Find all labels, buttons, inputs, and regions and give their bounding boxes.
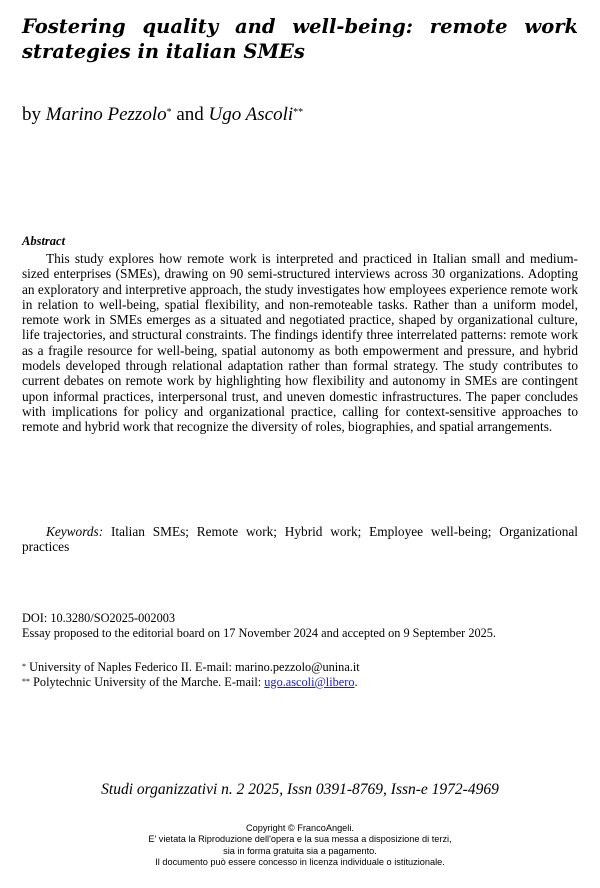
affiliation-1-text: University of Naples Federico II. E-mail: marino.pezzolo@unina.it [29,660,360,674]
doi: DOI: 10.3280/SO2025-002003 [22,611,176,625]
abstract-heading: Abstract [22,234,66,248]
email-link[interactable]: ugo.ascoli@libero [264,675,355,689]
affiliation-2-tail: . [354,675,358,689]
abstract-text: This study explores how remote work is interpreted and practiced in Italian small and medium-sized enterprises (SMEs), drawing on 90 semi-structured interviews across 30 organizations. Adopting an exploratory and interpretive approach, the study investigates how employees experience remote work in relation to well-being, spatial flexibility, and non-remoteable tasks. Rather than a uniform model, remote work in SMEs emerges as a situated and negotiated practice, shaped by organizational culture, life trajectories, and structural constraints. The findings identify three interrelated patterns: remote work as a fragile resource for well-being, spatial autonomy as both empowerment and pressure, and hybrid models developed through relational adaptation rather than formal strategy. The study contributes to current debates on remote work by highlighting how flexibility and autonomy in SMEs are contingent upon informal practices, interpersonal trust, and uneven domestic infrastructures. The paper concludes with implications for policy and organizational practice, calling for context-sensitive approaches to remote and hybrid work that recognize the diversity of roles, biographies, and spatial arrangements. [22,251,578,435]
author-2-mark: ** [293,107,304,118]
author-byline [22,103,303,127]
paper-title: Fostering quality and well-being: remote work strategies in italian SMEs [22,15,578,63]
affiliation-2-text: Polytechnic University of the Marche. E-mail: [33,675,262,689]
copyright-line: Il documento può essere concesso in licenza individuale o istituzionale. [155,856,445,867]
affiliation-1 [22,660,578,674]
copyright-line: Copyright © FrancoAngeli. [246,823,354,833]
affiliation-2 [22,675,578,689]
author-1-name: Marino Pezzolo [45,104,167,125]
journal-citation: Studi organizzativi n. 2 2025, Issn 0391-8769, Issn-e 1972-4969 [101,781,499,798]
author-2-name: Ugo Ascoli [208,104,294,125]
by-word: by [22,104,41,125]
affiliation-2-mark: ** [22,677,30,686]
author-1-mark: * [166,107,172,118]
keywords-label: Keywords: [46,524,104,539]
keywords-list: Italian SMEs; Remote work; Hybrid work; Employee well-being; Organizational practices [22,524,578,555]
keywords [22,524,578,555]
essay-note: Essay proposed to the editorial board on 17 November 2024 and accepted on 9 September 2025. [22,626,496,640]
copyright-notice [0,823,600,868]
copyright-line: sia in forma gratuita sia a pagamento. [223,845,377,856]
copyright-line: E' vietata la Riproduzione dell'opera e la sua messa a disposizione di terzi, [148,834,452,845]
affiliation-1-mark: * [22,662,26,671]
and-word: and [176,104,204,125]
